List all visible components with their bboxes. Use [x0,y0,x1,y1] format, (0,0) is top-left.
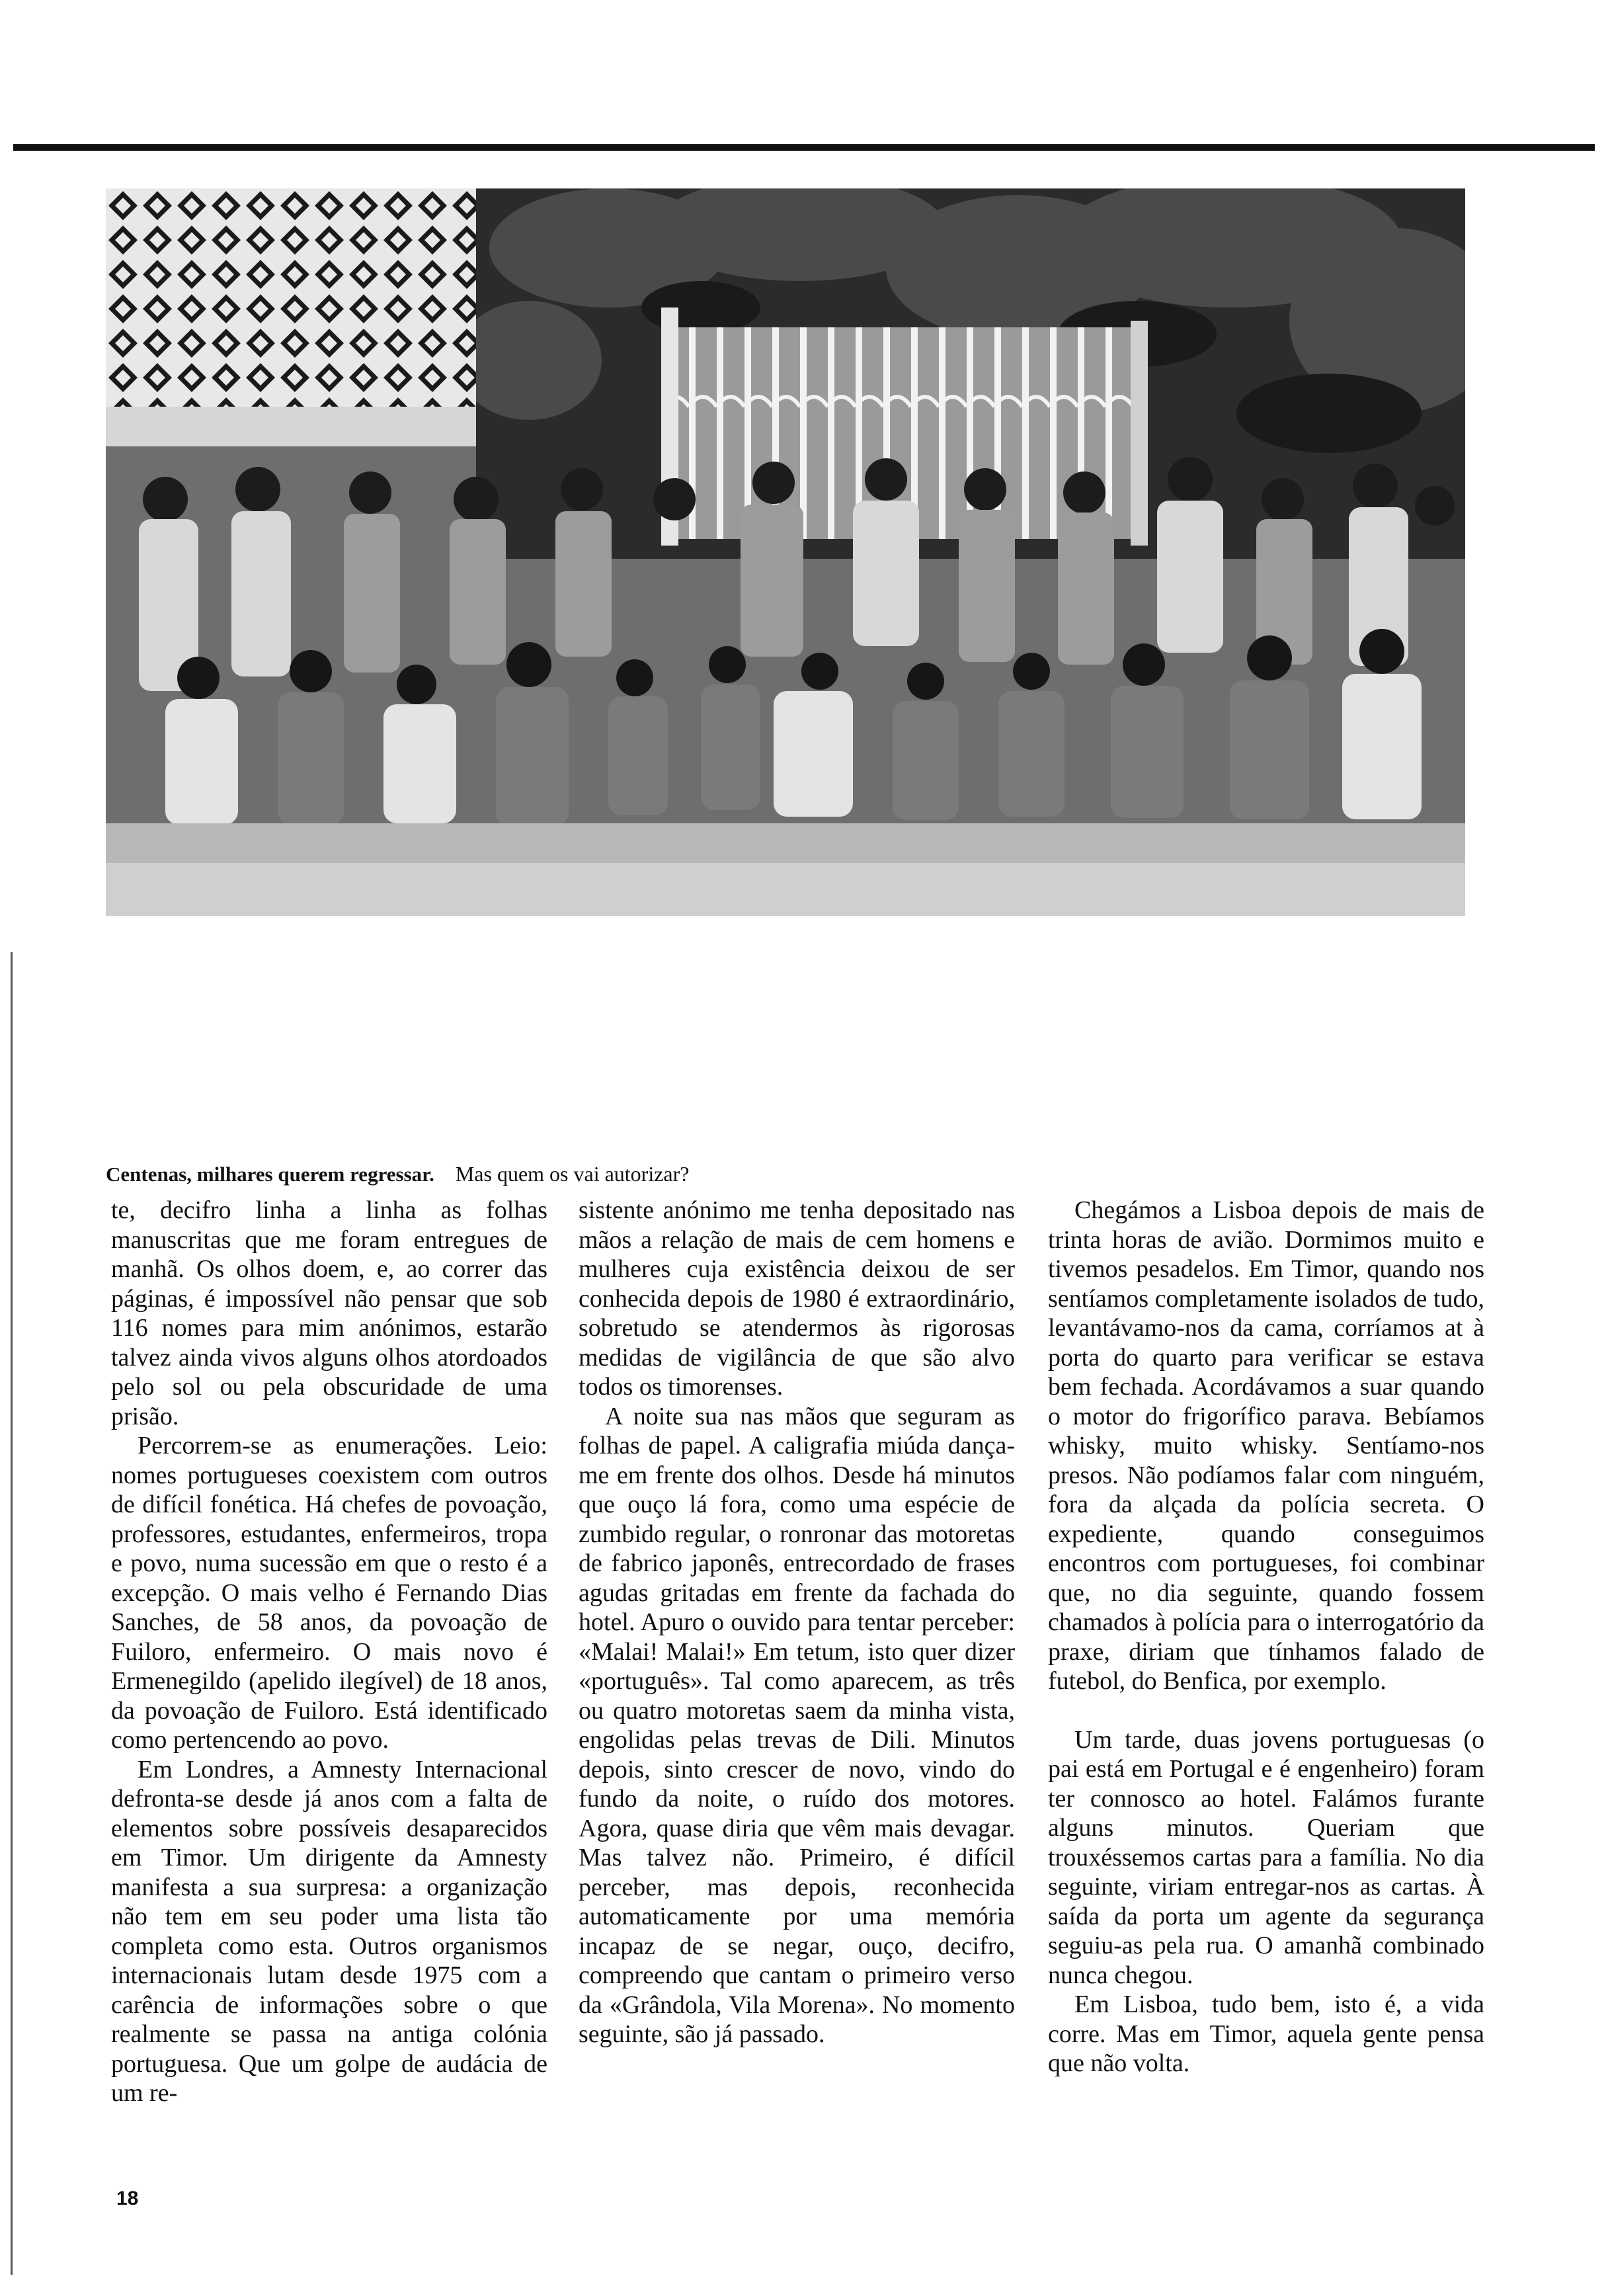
page-number: 18 [116,2188,139,2209]
article-column-3 [1048,1196,1484,2078]
caption-bold: Centenas, milhares querem regressar. [106,1163,434,1186]
paragraph: te, decifro linha a linha as folhas manuscritas que me foram entregues de manhã. Os olhos doem, e, ao correr das páginas, é impossível não pensar que sob 116 nomes para mim anónimos, estarão talvez ainda vivos alguns olhos atordoados pelo sol ou pela obscuridade de uma prisão. [111,1196,547,1430]
photo-caption [106,1161,1428,1188]
paragraph: A noite sua nas mãos que seguram as folhas de papel. A caligrafia miúda dança-me em frente dos olhos. Desde há minutos que ouço lá fora, como uma espécie de zumbido regular, o ronronar das motoretas de fabrico japonês, entrecordado de frases agudas gritadas em frente da fachada do hotel. Apuro o ouvido para tentar perceber: «Malai! Malai!» Em tetum, isto quer dizer «português». Tal como aparecem, as três ou quatro motoretas saem da minha vista, engolidas pelas trevas de Dili. Minutos depois, sinto crescer de novo, vindo do fundo da noite, o ruído dos motores. Agora, quase diria que vêm mais devagar. Mas talvez não. Primeiro, é difícil perceber, mas depois, reconhecida automaticamente por uma memória incapaz de se negar, ouço, decifro, compreendo que cantam o primeiro verso da «Grândola, Vila Morena». No momento seguinte, são já passado. [579,1402,1015,2048]
header-rule [13,144,1595,151]
caption-regular: Mas quem os vai autorizar? [455,1162,690,1186]
article-column-2 [579,1196,1015,2049]
group-photo [106,188,1465,916]
article-column-1 [111,1196,547,2108]
paragraph: Em Londres, a Amnesty Internacional defronta-se desde já anos com a falta de elementos sobre possíveis desaparecidos em Timor. Um dirigente da Amnesty manifesta a sua surpresa: a organização não tem em seu poder uma lista tão completa como esta. Outros organismos internacionais lutam desde 1975 com a carência de informações sobre o que realmente se passa na antiga colónia portuguesa. Que um golpe de audácia de um re- [111,1755,547,2107]
paragraph: Em Lisboa, tudo bem, isto é, a vida corre. Mas em Timor, aquela gente pensa que não volta. [1048,1990,1484,2077]
paragraph: sistente anónimo me tenha depositado nas mãos a relação de mais de cem homens e mulheres cuja existência deixou de ser conhecida depois de 1980 é extraordinário, sobretudo se atendermos às rigorosas medidas de vigilância de que são alvo todos os timorenses. [579,1196,1015,1401]
paragraph: Percorrem-se as enumerações. Leio: nomes portugueses coexistem com outros de difícil fonética. Há chefes de povoação, professores, estudantes, enfermeiros, tropa e povo, numa sucessão em que o resto é a excepção. O mais velho é Fernando Dias Sanches, de 58 anos, da povoação de Fuiloro, enfermeiro. O mais novo é Ermenegildo (apelido ilegível) de 18 anos, da povoação de Fuiloro. Está identificado como pertencendo ao povo. [111,1432,547,1754]
paragraph: Um tarde, duas jovens portuguesas (o pai está em Portugal e é engenheiro) foram ter connosco ao hotel. Falámos furante alguns minutos. Queriam que trouxéssemos cartas para a família. No dia seguinte, viriam entregar-nos as cartas. À saída da porta um agente da segurança seguiu-as pela rua. O amanhã combinado nunca chegou. [1048,1725,1484,1989]
margin-rule [11,952,13,2275]
paragraph: Chegámos a Lisboa depois de mais de trinta horas de avião. Dormimos muito e tivemos pesadelos. Em Timor, quando nos sentíamos completamente isolados de tudo, levantávamo-nos da cama, corríamos at à porta do quarto para verificar se estava bem fechada. Acordávamos a suar quando o motor do frigorífico parava. Bebíamos whisky, muito whisky. Sentíamo-nos presos. Não podíamos falar com ninguém, fora da alçada da polícia secreta. O expediente, quando conseguimos encontros com portugueses, foi combinar que, no dia seguinte, quando fossem chamados à polícia para o interrogatório da praxe, diriam que tínhamos falado de futebol, do Benfica, por exemplo. [1048,1196,1484,1695]
